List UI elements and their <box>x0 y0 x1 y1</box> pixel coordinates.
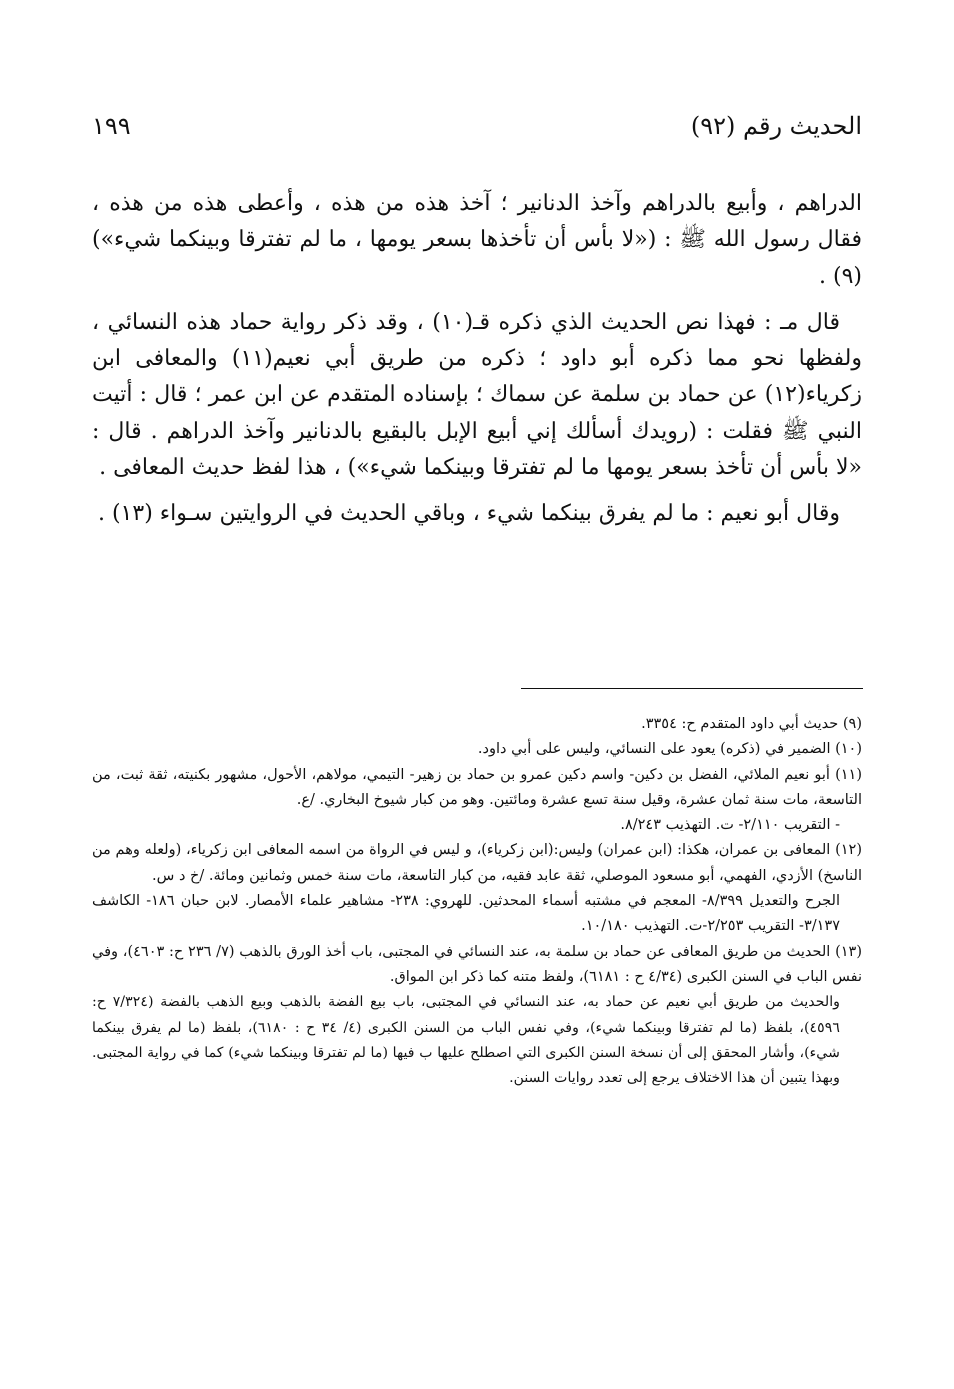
footnote-11-refs: - التقريب ٢/١١٠- ت. التهذيب ٨/٢٤٣. <box>620 817 840 834</box>
footnotes <box>92 712 862 1091</box>
chapter-title: الحديث رقم (٩٢) <box>690 112 862 140</box>
footnote-12: (١٢) المعافى بن عمران، هكذا: (ابن عمران) وليس:(ابن زكرياء)، و ليس في الرواة من اسمه المعافى ابن زكرياء، (ولعله وهم من الناسخ) الأزدي، الفهمي، أبو مسعود الموصلي، ثقة عابد فقيه، من كبار التاسعة، مات سنة خمس وثمانين ومائة. /خ د س. <box>92 842 862 884</box>
paragraph-1: الدراهم ، وأبيع بالدراهم وآخذ الدنانير ؛ آخذ هذه من هذه ، وأعطى هذه من هذه ، فقال رسول الله ﷺ : («لا بأس أن تأخذها بسعر يومها ، ما لم تفترقا وبينكما شيء»)(٩) . <box>92 191 862 289</box>
paragraph-2: قال مـ : فهذا نص الحديث الذي ذكره قـ(١٠) ، وقد ذكر رواية حماد هذه النسائي ، ولفظها نحو مما ذكره أبو داود ؛ ذكره من طريق أبي نعيم(١١) والمعافى ابن زكرياء(١٢) عن حماد بن سلمة عن سماك ؛ بإسناده المتقدم عن ابن عمر ؛ قال : أتيت النبي ﷺ فقلت : (رويدك أسألك إني أبيع الإبل بالبقيع بالدنانير وآخذ الدراهم . قال : «لا بأس أن تأخذ بسعر يومها ما لم تفترقا وبينكما شيء») ، هذا لفظ حديث المعافى . <box>92 309 862 481</box>
page-number: ١٩٩ <box>92 112 131 140</box>
footnote-11: (١١) أبو نعيم الملائي، الفضل بن دكين- واسم دكين عمرو بن حماد بن زهير- التيمي، مولاهم، الأحول، مشهور بكنيته، ثقة ثبت، من التاسعة، مات سنة ثمان عشرة، وقيل سنة تسع عشرة ومائتين. وهو من كبار شيوخ البخاري. /ع. <box>92 766 862 808</box>
footnote-10: (١٠) الضمير في (ذكره) يعود على النسائي، وليس على أبي داود. <box>477 741 862 758</box>
main-text <box>92 186 862 543</box>
footnote-12-refs: الجرح والتعديل ٨/٣٩٩- المعجم في مشتبه أسماء المحدثين. للهروي: ٢٣٨- مشاهير علماء الأمصار. لابن حبان ١٨٦- الكاشف ٣/١٣٧- التقريب ٢/٢٥٣-ت. التهذيب ١٠/١٨٠. <box>92 893 840 935</box>
footnote-divider <box>521 688 863 689</box>
footnote-9: (٩) حديث أبي داود المتقدم ح: ٣٣٥٤. <box>641 716 862 732</box>
running-header <box>92 112 862 152</box>
footnote-13: (١٣) الحديث من طريق المعافى عن حماد بن سلمة به، عند النسائي في المجتبى، باب أخذ الورق بالذهب (٧/ ٢٣٦ ح: ٤٦٠٣)، وفي نفس الباب في السنن الكبرى (٤/٣٤ ح : ٦١٨١)، ولفظ متنه كما ذكر ابن المواق. <box>92 943 863 985</box>
footnote-13-continued: والحديث من طريق أبي نعيم عن حماد به، عند النسائي في المجتبى، باب بيع الفضة بالذهب وبيع الذهب بالفضة (٧/٣٢٤ ح: ٤٥٩٦)، بلفظ (ما لم تفترقا وبينكما شيء)، وفي نفس الباب من السنن الكبرى (٤/ ٣٤ ح : ٦١٨٠)، بلفظ (ما لم يفرق بينكما شيء)، وأشار المحقق إلى أن نسخة السنن الكبرى التي اصطلح عليها ب فيها (ما لم تفترقا وبينكما شيء) كما في رواية المجتبى. وبهذا يتبين أن هذا الاختلاف يرجع إلى تعدد روايات السنن. <box>92 994 840 1087</box>
paragraph-3: وقال أبو نعيم : ما لم يفرق بينكما شيء ، وباقي الحديث في الروايتين سـواء (١٣) . <box>97 501 840 527</box>
